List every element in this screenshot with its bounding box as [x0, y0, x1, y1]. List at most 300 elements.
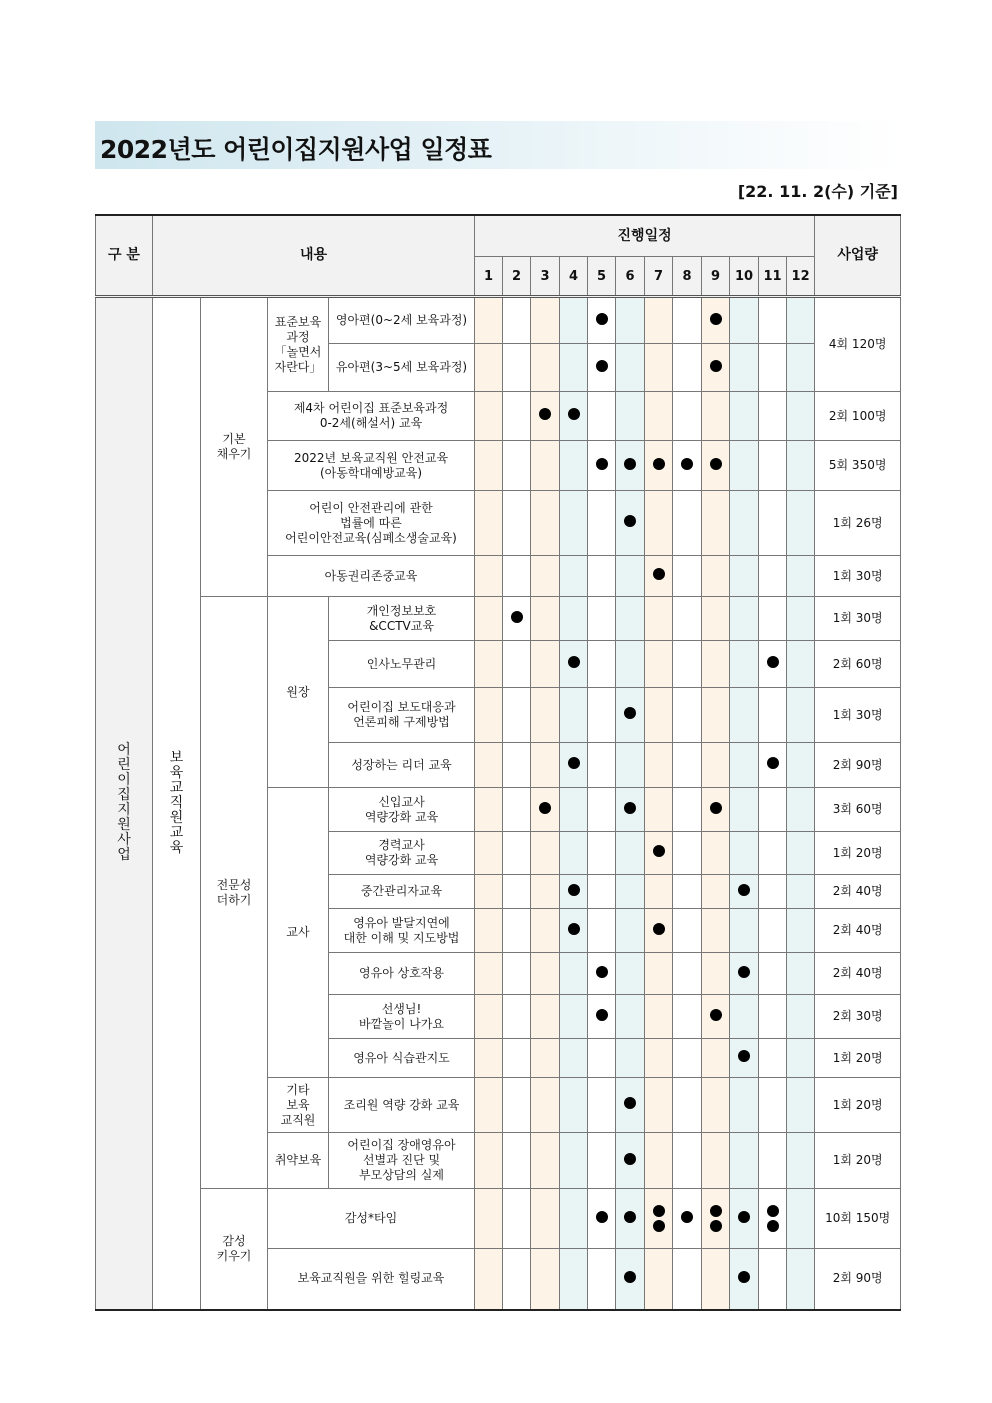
month-cell — [645, 441, 673, 491]
month-cell — [730, 743, 759, 788]
month-cell — [759, 909, 787, 953]
month-cell — [702, 344, 730, 392]
month-cell — [616, 953, 645, 995]
month-cell — [730, 597, 759, 641]
month-cell — [673, 392, 702, 441]
group-teacher: 교사 — [268, 788, 329, 1078]
month-cell — [645, 875, 673, 909]
month-cell — [673, 1133, 702, 1189]
month-cell — [475, 1133, 503, 1189]
schedule-dot — [738, 966, 750, 978]
month-cell — [560, 344, 588, 392]
month-cell — [645, 995, 673, 1039]
month-cell — [759, 491, 787, 556]
row-label: 유아편(3~5세 보육과정) — [329, 344, 475, 392]
month-cell — [588, 832, 616, 875]
row-label: 개인정보보호 &CCTV교육 — [329, 597, 475, 641]
month-cell — [730, 1078, 759, 1133]
schedule-dot — [568, 757, 580, 769]
month-header: 12 — [787, 257, 815, 297]
month-cell — [588, 597, 616, 641]
month-cell — [730, 909, 759, 953]
month-cell — [787, 491, 815, 556]
month-cell — [645, 297, 673, 344]
month-cell — [730, 953, 759, 995]
volume-cell: 1회 30명 — [815, 556, 901, 597]
month-cell — [531, 1133, 560, 1189]
month-cell — [645, 641, 673, 688]
month-cell — [475, 1078, 503, 1133]
month-cell — [475, 743, 503, 788]
month-cell — [560, 743, 588, 788]
schedule-dot — [653, 568, 665, 580]
month-cell — [616, 344, 645, 392]
month-cell — [645, 1189, 673, 1249]
row-label: 선생님! 바깥놀이 나가요 — [329, 995, 475, 1039]
month-cell — [645, 909, 673, 953]
month-cell — [787, 953, 815, 995]
row-label: 조리원 역량 강화 교육 — [329, 1078, 475, 1133]
month-cell — [702, 556, 730, 597]
month-cell — [702, 788, 730, 832]
month-cell — [560, 909, 588, 953]
month-cell — [475, 491, 503, 556]
header-content: 내용 — [153, 215, 475, 297]
row-label: 제4차 어린이집 표준보육과정 0-2세(해설서) 교육 — [268, 392, 475, 441]
volume-cell: 1회 20명 — [815, 1078, 901, 1133]
month-cell — [616, 1189, 645, 1249]
month-cell — [616, 1133, 645, 1189]
month-cell — [673, 641, 702, 688]
schedule-dot — [767, 1220, 779, 1232]
month-cell — [787, 1189, 815, 1249]
month-cell — [475, 641, 503, 688]
month-cell — [560, 953, 588, 995]
month-cell — [673, 832, 702, 875]
table-row — [96, 597, 901, 641]
month-cell — [673, 1039, 702, 1078]
month-cell — [475, 597, 503, 641]
row-label: 영아편(0~2세 보육과정) — [329, 297, 475, 344]
month-cell — [787, 1078, 815, 1133]
schedule-dot — [568, 656, 580, 668]
month-cell — [730, 1039, 759, 1078]
month-cell — [759, 597, 787, 641]
month-cell — [730, 788, 759, 832]
month-cell — [759, 688, 787, 743]
schedule-dot — [624, 1097, 636, 1109]
month-cell — [702, 1189, 730, 1249]
schedule-dot — [596, 313, 608, 325]
month-cell — [645, 688, 673, 743]
month-cell — [787, 743, 815, 788]
month-header: 7 — [645, 257, 673, 297]
month-cell — [503, 1039, 531, 1078]
schedule-dot — [710, 1009, 722, 1021]
month-cell — [560, 491, 588, 556]
month-cell — [702, 953, 730, 995]
month-cell — [616, 1249, 645, 1310]
month-cell — [787, 909, 815, 953]
month-cell — [730, 995, 759, 1039]
month-cell — [787, 832, 815, 875]
month-cell — [531, 491, 560, 556]
month-cell — [616, 641, 645, 688]
month-cell — [475, 788, 503, 832]
schedule-dot — [568, 923, 580, 935]
month-cell — [560, 688, 588, 743]
month-cell — [503, 743, 531, 788]
month-cell — [503, 597, 531, 641]
schedule-dot — [596, 458, 608, 470]
month-cell — [702, 1249, 730, 1310]
month-cell — [560, 1078, 588, 1133]
month-cell — [531, 344, 560, 392]
schedule-dot — [767, 656, 779, 668]
group-basic: 기본 채우기 — [201, 297, 268, 597]
month-cell — [503, 392, 531, 441]
month-cell — [730, 1249, 759, 1310]
month-cell — [787, 597, 815, 641]
month-cell — [560, 1133, 588, 1189]
month-cell — [503, 641, 531, 688]
month-cell — [673, 1078, 702, 1133]
month-cell — [645, 597, 673, 641]
month-cell — [531, 1249, 560, 1310]
row-label: 2022년 보육교직원 안전교육 (아동학대예방교육) — [268, 441, 475, 491]
month-cell — [759, 344, 787, 392]
group-vulnerable: 취약보육 — [268, 1133, 329, 1189]
month-cell — [759, 556, 787, 597]
schedule-dot — [681, 458, 693, 470]
month-cell — [759, 641, 787, 688]
month-cell — [588, 688, 616, 743]
month-cell — [787, 556, 815, 597]
row-label: 신입교사 역량강화 교육 — [329, 788, 475, 832]
month-cell — [787, 344, 815, 392]
month-cell — [702, 1133, 730, 1189]
volume-cell: 1회 30명 — [815, 688, 901, 743]
schedule-dot — [738, 884, 750, 896]
month-cell — [475, 909, 503, 953]
month-cell — [673, 688, 702, 743]
month-cell — [787, 297, 815, 344]
month-cell — [702, 743, 730, 788]
month-cell — [503, 688, 531, 743]
volume-cell: 1회 20명 — [815, 832, 901, 875]
month-cell — [531, 641, 560, 688]
month-cell — [616, 392, 645, 441]
month-cell — [730, 641, 759, 688]
month-cell — [588, 743, 616, 788]
month-cell — [759, 1039, 787, 1078]
schedule-dot — [710, 458, 722, 470]
month-cell — [588, 1133, 616, 1189]
month-cell — [475, 1249, 503, 1310]
month-cell — [702, 441, 730, 491]
schedule-dot — [539, 802, 551, 814]
row-label: 어린이 안전관리에 관한 법률에 따른 어린이안전교육(심폐소생술교육) — [268, 491, 475, 556]
row-label: 중간관리자교육 — [329, 875, 475, 909]
volume-cell: 1회 30명 — [815, 597, 901, 641]
month-cell — [475, 995, 503, 1039]
month-cell — [503, 491, 531, 556]
volume-cell: 1회 20명 — [815, 1039, 901, 1078]
month-cell — [475, 953, 503, 995]
month-header: 8 — [673, 257, 702, 297]
month-cell — [588, 1039, 616, 1078]
month-cell — [503, 788, 531, 832]
month-cell — [787, 441, 815, 491]
month-cell — [588, 441, 616, 491]
month-cell — [531, 1039, 560, 1078]
month-cell — [475, 832, 503, 875]
month-cell — [759, 743, 787, 788]
month-cell — [531, 441, 560, 491]
month-cell — [531, 688, 560, 743]
month-cell — [588, 995, 616, 1039]
month-cell — [645, 832, 673, 875]
month-cell — [645, 1133, 673, 1189]
month-cell — [787, 1039, 815, 1078]
month-cell — [616, 1078, 645, 1133]
volume-cell: 1회 20명 — [815, 1133, 901, 1189]
month-cell — [503, 344, 531, 392]
month-cell — [531, 995, 560, 1039]
month-cell — [560, 1039, 588, 1078]
header-volume: 사업량 — [815, 215, 901, 297]
month-cell — [759, 1133, 787, 1189]
month-cell — [759, 995, 787, 1039]
month-cell — [787, 1249, 815, 1310]
schedule-dot — [596, 1009, 608, 1021]
row-label: 아동권리존중교육 — [268, 556, 475, 597]
month-cell — [616, 556, 645, 597]
month-cell — [503, 1078, 531, 1133]
row-label: 영유아 상호작용 — [329, 953, 475, 995]
month-cell — [673, 297, 702, 344]
schedule-dot — [653, 923, 665, 935]
month-cell — [673, 597, 702, 641]
schedule-dot — [653, 458, 665, 470]
volume-cell: 2회 40명 — [815, 875, 901, 909]
month-cell — [560, 556, 588, 597]
month-cell — [560, 441, 588, 491]
month-cell — [702, 995, 730, 1039]
row-label: 어린이집 장애영유아 선별과 진단 및 부모상담의 실제 — [329, 1133, 475, 1189]
month-cell — [616, 832, 645, 875]
month-cell — [503, 556, 531, 597]
month-cell — [475, 392, 503, 441]
month-cell — [702, 597, 730, 641]
month-cell — [531, 909, 560, 953]
month-cell — [673, 344, 702, 392]
schedule-dot — [710, 313, 722, 325]
schedule-dot — [624, 1211, 636, 1223]
volume-cell: 5회 350명 — [815, 441, 901, 491]
month-cell — [673, 788, 702, 832]
month-cell — [531, 953, 560, 995]
volume-cell: 2회 100명 — [815, 392, 901, 441]
month-cell — [730, 556, 759, 597]
volume-cell: 2회 40명 — [815, 909, 901, 953]
month-cell — [503, 995, 531, 1039]
group-standard: 표준보육 과정 「놀면서 자란다」 — [268, 297, 329, 392]
month-cell — [730, 491, 759, 556]
volume-cell: 2회 60명 — [815, 641, 901, 688]
header-gubun: 구 분 — [96, 215, 153, 297]
month-cell — [759, 832, 787, 875]
month-cell — [673, 441, 702, 491]
month-cell — [588, 909, 616, 953]
schedule-table — [95, 214, 901, 1311]
month-header: 10 — [730, 257, 759, 297]
schedule-dot — [539, 408, 551, 420]
month-cell — [531, 788, 560, 832]
month-cell — [616, 788, 645, 832]
month-cell — [531, 297, 560, 344]
month-header: 6 — [616, 257, 645, 297]
month-cell — [560, 641, 588, 688]
month-cell — [759, 1249, 787, 1310]
month-cell — [673, 953, 702, 995]
month-cell — [503, 297, 531, 344]
month-cell — [645, 344, 673, 392]
month-cell — [531, 832, 560, 875]
month-cell — [759, 953, 787, 995]
schedule-dot — [568, 408, 580, 420]
month-cell — [616, 441, 645, 491]
month-cell — [588, 1078, 616, 1133]
schedule-dot — [710, 1220, 722, 1232]
month-header: 11 — [759, 257, 787, 297]
schedule-dot — [624, 1153, 636, 1165]
schedule-dot — [624, 707, 636, 719]
month-cell — [531, 597, 560, 641]
month-cell — [588, 556, 616, 597]
month-cell — [759, 1189, 787, 1249]
month-cell — [616, 995, 645, 1039]
month-cell — [645, 491, 673, 556]
row-label: 어린이집 보도대응과 언론피해 구제방법 — [329, 688, 475, 743]
month-cell — [759, 297, 787, 344]
month-cell — [730, 344, 759, 392]
month-cell — [759, 875, 787, 909]
volume-cell: 10회 150명 — [815, 1189, 901, 1249]
month-cell — [759, 788, 787, 832]
month-cell — [475, 875, 503, 909]
schedule-body — [96, 297, 901, 1310]
month-cell — [475, 688, 503, 743]
schedule-dot — [653, 1220, 665, 1232]
group-emotion: 감성 키우기 — [201, 1189, 268, 1310]
month-cell — [645, 743, 673, 788]
month-cell — [673, 556, 702, 597]
row-label: 인사노무관리 — [329, 641, 475, 688]
row-label: 성장하는 리더 교육 — [329, 743, 475, 788]
schedule-dot — [653, 845, 665, 857]
month-cell — [702, 909, 730, 953]
schedule-dot — [568, 884, 580, 896]
schedule-dot — [710, 360, 722, 372]
month-cell — [702, 641, 730, 688]
month-cell — [475, 297, 503, 344]
month-cell — [730, 392, 759, 441]
table-row — [96, 1189, 901, 1249]
volume-cell: 1회 26명 — [815, 491, 901, 556]
month-cell — [588, 788, 616, 832]
basis-date: [22. 11. 2(수) 기준] — [737, 182, 898, 201]
month-cell — [730, 297, 759, 344]
row-label: 영유아 식습관지도 — [329, 1039, 475, 1078]
month-cell — [702, 297, 730, 344]
month-cell — [531, 743, 560, 788]
month-cell — [616, 297, 645, 344]
table-row — [96, 297, 901, 344]
month-cell — [787, 641, 815, 688]
month-cell — [730, 1189, 759, 1249]
month-cell — [588, 875, 616, 909]
month-cell — [702, 832, 730, 875]
month-cell — [560, 297, 588, 344]
header-schedule: 진행일정 — [475, 215, 815, 257]
month-cell — [531, 1189, 560, 1249]
month-cell — [560, 875, 588, 909]
month-cell — [787, 392, 815, 441]
month-cell — [588, 1249, 616, 1310]
month-cell — [673, 1249, 702, 1310]
month-cell — [759, 1078, 787, 1133]
month-cell — [730, 688, 759, 743]
month-cell — [730, 832, 759, 875]
row-label: 영유아 발달지연에 대한 이해 및 지도방법 — [329, 909, 475, 953]
month-cell — [475, 344, 503, 392]
month-cell — [531, 556, 560, 597]
schedule-dot — [681, 1211, 693, 1223]
month-cell — [702, 1078, 730, 1133]
schedule-dot — [767, 757, 779, 769]
month-cell — [560, 788, 588, 832]
month-cell — [645, 953, 673, 995]
volume-cell: 2회 90명 — [815, 743, 901, 788]
schedule-dot — [511, 611, 523, 623]
month-cell — [645, 1078, 673, 1133]
schedule-dot — [767, 1205, 779, 1217]
month-cell — [702, 392, 730, 441]
month-cell — [645, 392, 673, 441]
subcategory-label: 보 육 교 직 원 교 육 — [153, 297, 201, 1310]
group-director: 원장 — [268, 597, 329, 788]
month-cell — [673, 1189, 702, 1249]
month-cell — [475, 1039, 503, 1078]
schedule-dot — [624, 1271, 636, 1283]
schedule-dot — [710, 1205, 722, 1217]
month-cell — [475, 1189, 503, 1249]
schedule-dot — [738, 1271, 750, 1283]
month-cell — [787, 1133, 815, 1189]
page-title: 2022년도 어린이집지원사업 일정표 — [100, 135, 492, 164]
month-cell — [588, 392, 616, 441]
month-cell — [673, 743, 702, 788]
month-cell — [503, 953, 531, 995]
month-cell — [702, 491, 730, 556]
volume-cell: 2회 90명 — [815, 1249, 901, 1310]
schedule-dot — [653, 1205, 665, 1217]
group-expert: 전문성 더하기 — [201, 597, 268, 1189]
month-cell — [673, 909, 702, 953]
row-label: 감성*타임 — [268, 1189, 475, 1249]
month-cell — [560, 1249, 588, 1310]
